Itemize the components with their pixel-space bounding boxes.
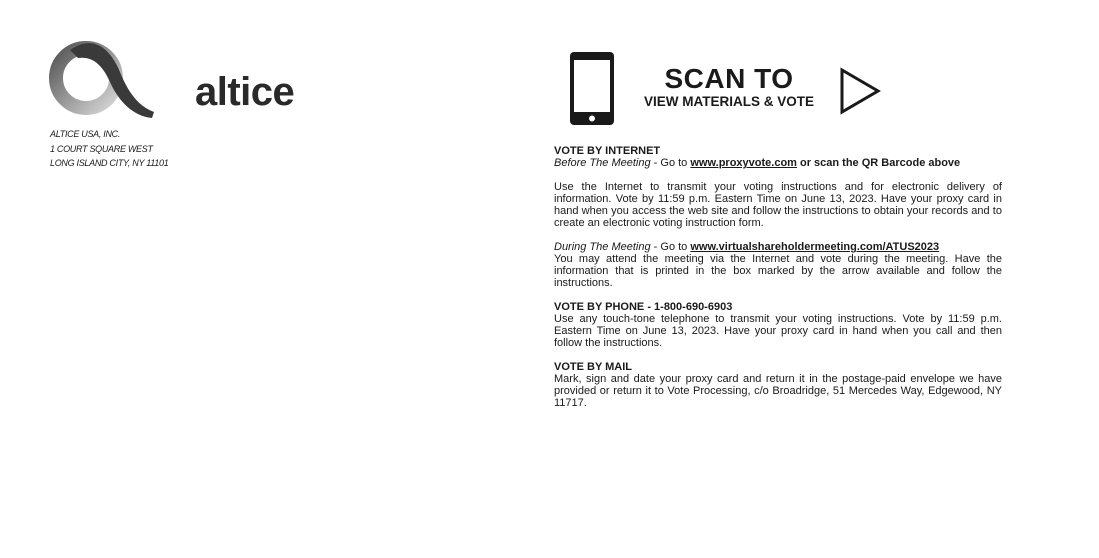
before-meeting-line <box>554 157 1002 169</box>
smartphone-icon <box>569 51 615 126</box>
voting-instructions <box>554 145 1002 421</box>
altice-logo-text: altice <box>195 70 295 114</box>
during-meeting-line <box>554 241 1002 253</box>
during-meeting-label: During The Meeting <box>554 241 651 253</box>
mail-heading: VOTE BY MAIL <box>554 361 633 373</box>
phone-heading: VOTE BY PHONE - 1-800-690-6903 <box>554 301 733 313</box>
altice-logo <box>48 38 295 122</box>
phone-body: Use any touch-tone telephone to transmit your voting instructions. Vote by 11:59 p.m. Eastern Time on June 13, 2023. Have your proxy card in hand when you call and then follow the instructions. <box>554 313 1002 349</box>
during-meeting-body: You may attend the meeting via the Internet and vote during the meeting. Have the information that is printed in the box marked by the arrow available and follow the instructions. <box>554 253 1002 289</box>
qr-text: or scan the QR Barcode above <box>796 157 961 169</box>
mail-body: Mark, sign and date your proxy card and return it in the postage-paid envelope we have provided or return it to Vote Processing, c/o Broadridge, 51 Mercedes Way, Edgewood, NY 11717. <box>554 373 1002 409</box>
address-line: 1 COURT SQUARE WEST <box>50 143 153 154</box>
altice-logo-mark-icon <box>48 38 168 122</box>
virtual-meeting-link[interactable]: www.virtualshareholdermeeting.com/ATUS2023 <box>690 241 940 253</box>
scan-heading <box>629 64 829 110</box>
address-line: ALTICE USA, INC. <box>50 129 121 139</box>
goto-text: - Go to <box>650 157 691 169</box>
scan-subtitle: VIEW MATERIALS & VOTE <box>643 94 814 109</box>
proxyvote-link[interactable]: www.proxyvote.com <box>690 157 797 169</box>
scan-title: SCAN TO <box>664 63 794 94</box>
play-arrow-icon <box>839 67 883 115</box>
address-line: LONG ISLAND CITY, NY 11101 <box>50 158 169 168</box>
internet-body: Use the Internet to transmit your voting instructions and for electronic delivery of information. Vote by 11:59 p.m. Eastern Time on June 13, 2023. Have your proxy card in hand when you access the web site and follow the instructions to obtain your records and to create an electronic voting instruction form. <box>554 181 1002 229</box>
goto-text: - Go to <box>650 241 691 253</box>
return-address <box>50 127 168 171</box>
internet-heading: VOTE BY INTERNET <box>554 145 661 157</box>
before-meeting-label: Before The Meeting <box>554 157 651 169</box>
